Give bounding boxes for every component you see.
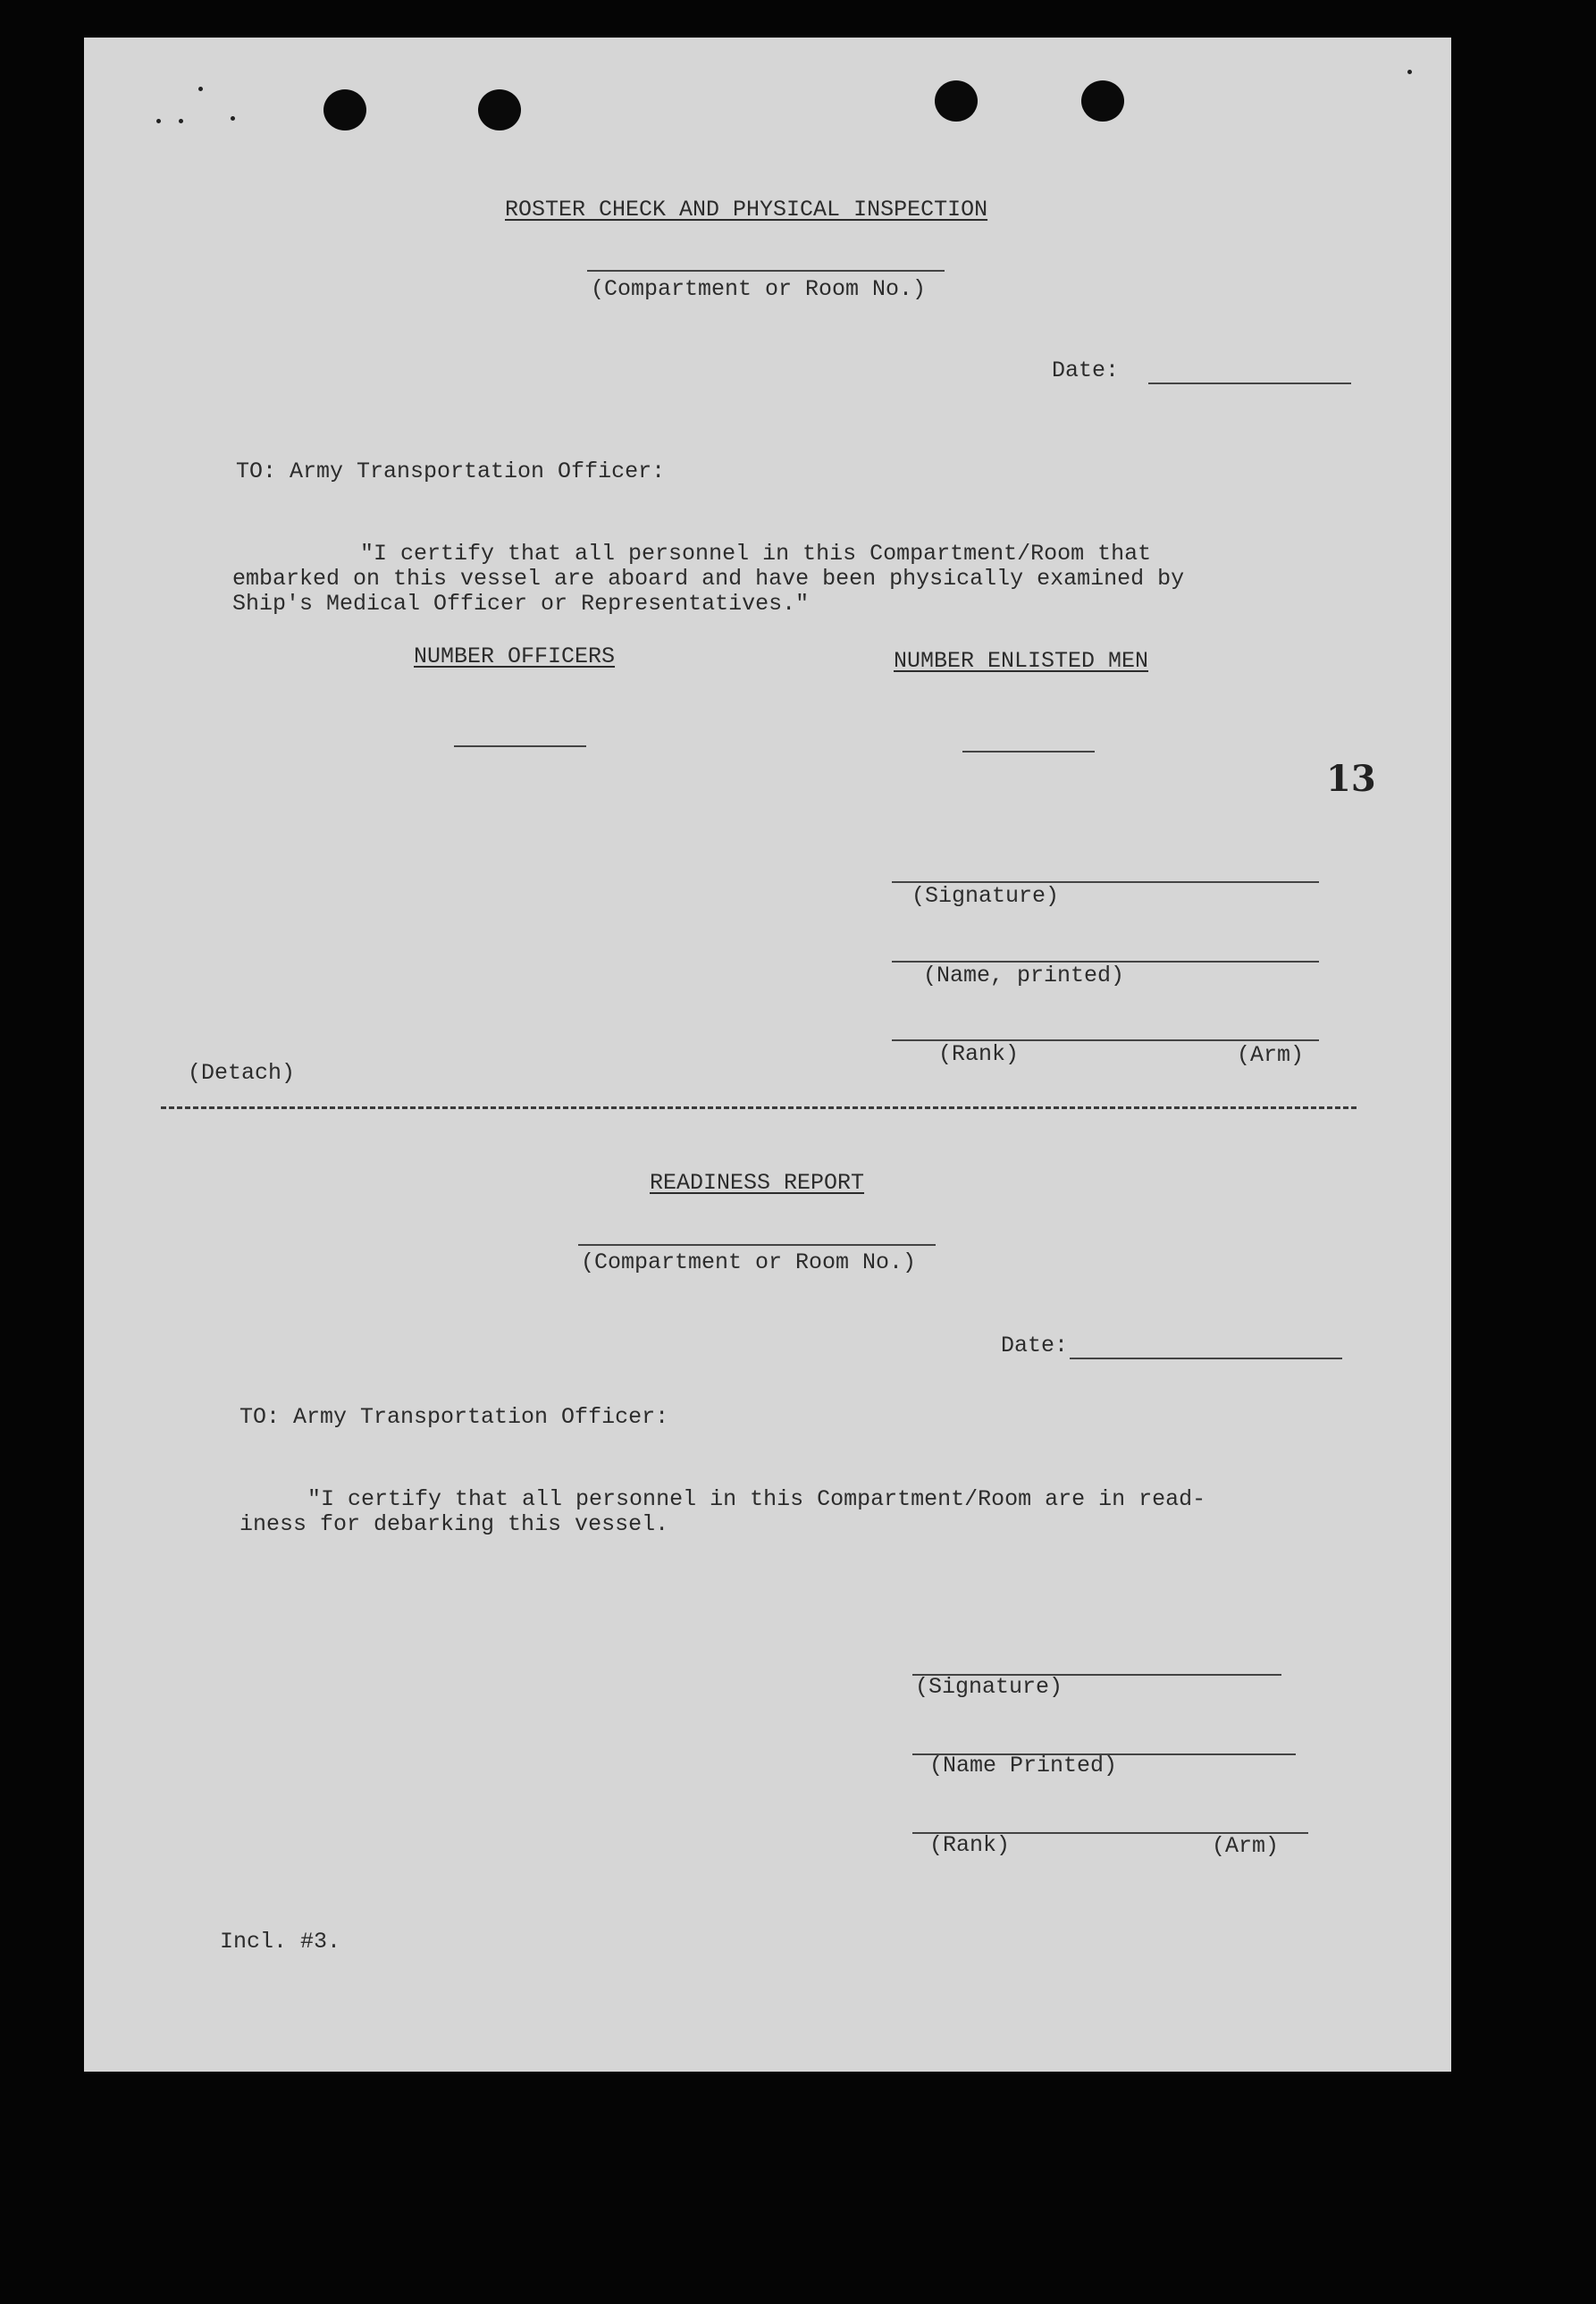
dust-speck xyxy=(1407,70,1412,74)
number-enlisted-heading: NUMBER ENLISTED MEN xyxy=(894,648,1149,674)
dust-speck xyxy=(156,119,161,123)
bottom-to-line: TO: Army Transportation Officer: xyxy=(239,1404,669,1430)
top-form-title: ROSTER CHECK AND PHYSICAL INSPECTION xyxy=(505,197,988,223)
bottom-compartment-field-line[interactable] xyxy=(578,1244,936,1246)
bottom-name-caption: (Name Printed) xyxy=(929,1753,1118,1778)
dust-speck xyxy=(231,116,235,121)
bottom-rank-caption: (Rank) xyxy=(929,1832,1011,1858)
dust-speck xyxy=(179,119,183,123)
punch-hole xyxy=(935,80,978,122)
top-date-field-line[interactable] xyxy=(1148,383,1351,384)
compartment-field-line[interactable] xyxy=(587,270,945,272)
bottom-cert-line-2: iness for debarking this vessel. xyxy=(239,1511,669,1537)
enclosure-note: Incl. #3. xyxy=(220,1929,341,1955)
top-compartment-caption: (Compartment or Room No.) xyxy=(591,276,927,302)
bottom-form-title: READINESS REPORT xyxy=(650,1170,865,1196)
number-officers-heading: NUMBER OFFICERS xyxy=(414,643,616,669)
dust-speck xyxy=(198,87,203,91)
top-rank-caption: (Rank) xyxy=(938,1041,1020,1067)
bottom-compartment-caption: (Compartment or Room No.) xyxy=(581,1249,917,1275)
top-cert-line-3: Ship's Medical Officer or Representatives." xyxy=(232,591,810,617)
top-cert-line-1: "I certify that all personnel in this Compartment/Room that xyxy=(360,541,1152,567)
top-signature-caption: (Signature) xyxy=(911,883,1060,909)
punch-hole xyxy=(323,89,366,130)
top-date-label: Date: xyxy=(1052,357,1120,383)
detach-dashed-line xyxy=(161,1106,1357,1109)
punch-hole xyxy=(478,89,521,130)
officers-count-line[interactable] xyxy=(454,745,586,747)
top-to-line: TO: Army Transportation Officer: xyxy=(236,458,666,484)
bottom-cert-line-1: "I certify that all personnel in this Compartment/Room are in read- xyxy=(307,1486,1206,1512)
top-arm-caption: (Arm) xyxy=(1237,1042,1305,1068)
top-name-caption: (Name, printed) xyxy=(923,963,1125,988)
detach-label: (Detach) xyxy=(188,1060,296,1086)
bottom-date-field-line[interactable] xyxy=(1070,1358,1342,1359)
top-cert-line-2: embarked on this vessel are aboard and have been physically examined by xyxy=(232,566,1185,592)
bottom-arm-caption: (Arm) xyxy=(1212,1833,1280,1859)
page-number: 13 xyxy=(1326,758,1376,800)
punch-hole xyxy=(1081,80,1124,122)
enlisted-count-line[interactable] xyxy=(962,751,1095,753)
bottom-signature-caption: (Signature) xyxy=(915,1674,1063,1700)
bottom-date-label: Date: xyxy=(1001,1333,1069,1358)
